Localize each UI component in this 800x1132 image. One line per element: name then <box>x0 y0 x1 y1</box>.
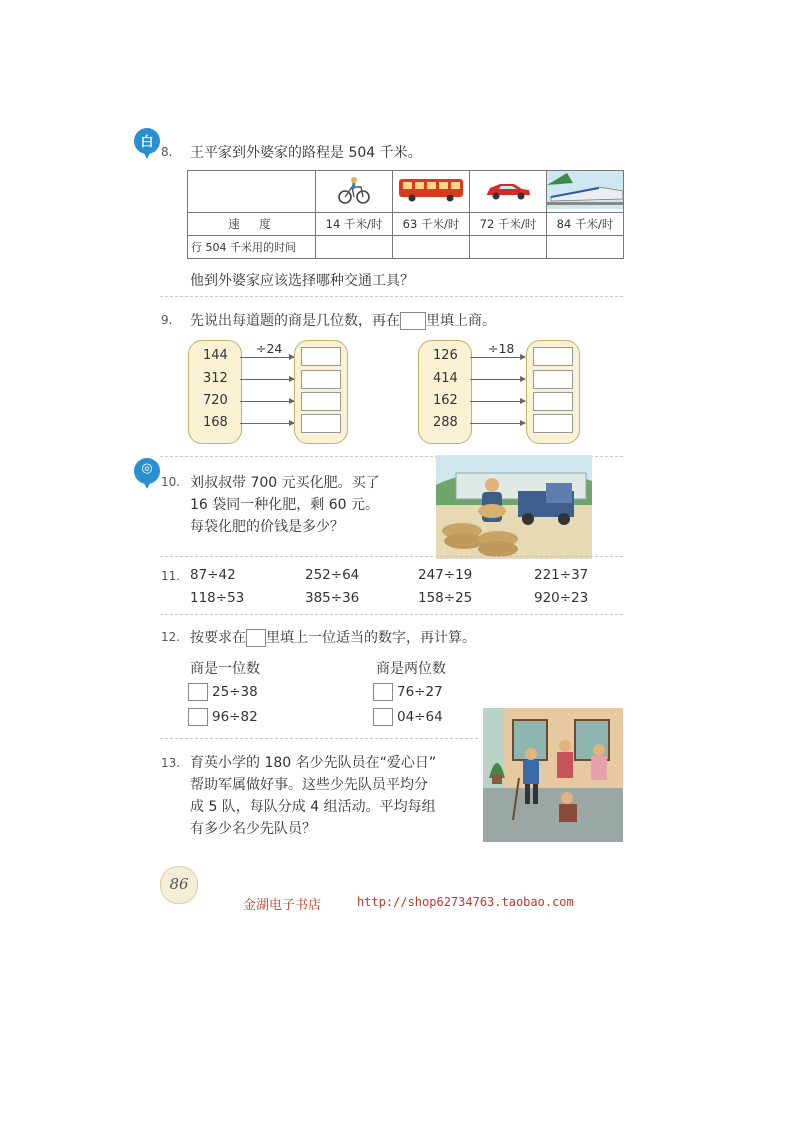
division-expression: 118÷53 <box>190 590 245 606</box>
shop-name: 金湖电子书店 <box>243 898 322 913</box>
quotient-box[interactable] <box>533 414 573 433</box>
quotient-box[interactable] <box>533 392 573 411</box>
division-expression: 247÷19 <box>418 567 473 583</box>
division-expression: 96÷82 <box>212 709 258 725</box>
speed-label: 速 度 <box>188 213 316 236</box>
section-title: 商是两位数 <box>376 661 446 677</box>
volunteers-illustration <box>483 708 623 842</box>
speed-value: 63 千米/时 <box>393 213 470 236</box>
division-expression: 252÷64 <box>305 567 360 583</box>
speed-value: 14 千米/时 <box>316 213 393 236</box>
arrow-icon <box>470 423 525 424</box>
time-label: 行 504 千米用的时间 <box>188 236 316 259</box>
car-icon <box>470 171 547 213</box>
table-corner-cell <box>188 171 316 213</box>
question-number: 13. <box>161 756 181 770</box>
bicycle-icon <box>316 171 393 213</box>
dividend: 312 <box>203 371 228 386</box>
digit-box[interactable] <box>373 683 393 701</box>
train-icon <box>547 171 624 213</box>
location-pin-icon: ◎ <box>134 458 160 484</box>
question-number: 10. <box>161 475 181 489</box>
arrow-icon <box>470 357 525 358</box>
bus-icon <box>393 171 470 213</box>
division-expression: 04÷64 <box>397 709 443 725</box>
answer-cell[interactable] <box>316 236 393 259</box>
dividend: 720 <box>203 393 228 408</box>
speed-table <box>187 170 624 259</box>
question-line: 育英小学的 180 名少先队员在“爱心日” <box>190 755 437 771</box>
answer-cell[interactable] <box>393 236 470 259</box>
division-expression: 920÷23 <box>534 590 589 606</box>
dividend: 414 <box>433 371 458 386</box>
fertilizer-illustration <box>436 455 592 559</box>
dividend: 144 <box>203 348 228 363</box>
shop-url-link[interactable]: http://shop62734763.taobao.com <box>357 895 574 909</box>
section-title: 商是一位数 <box>190 661 260 677</box>
question-number: 11. <box>161 569 181 583</box>
dividend: 168 <box>203 415 228 430</box>
answer-box-sample <box>400 312 426 330</box>
division-expression: 158÷25 <box>418 590 473 606</box>
question-line: 每袋化肥的价钱是多少？ <box>190 519 344 535</box>
question-line: 成 5 队，每队分成 4 组活动。平均每组 <box>190 799 436 815</box>
question-line: 16 袋同一种化肥，剩 60 元。 <box>190 497 379 513</box>
question-number: 12. <box>161 630 181 644</box>
speed-value: 84 千米/时 <box>547 213 624 236</box>
answer-box-sample <box>246 629 266 647</box>
divider <box>160 614 623 615</box>
question-line: 帮助军属做好事。这些少先队员平均分 <box>190 777 428 793</box>
arrow-icon <box>470 379 525 380</box>
digit-box[interactable] <box>188 708 208 726</box>
arrow-icon <box>240 379 294 380</box>
answer-cell[interactable] <box>547 236 624 259</box>
answer-cell[interactable] <box>470 236 547 259</box>
dividend: 126 <box>433 348 458 363</box>
question-text: 王平家到外婆家的路程是 504 千米。 <box>190 145 422 161</box>
location-pin-icon: 白 <box>134 128 160 154</box>
page-number: 86 <box>169 875 189 893</box>
division-expression: 87÷42 <box>190 567 236 583</box>
quotient-box[interactable] <box>301 370 341 389</box>
question-text: 先说出每道题的商是几位数，再在 里填上商。 <box>190 313 496 329</box>
arrow-icon <box>240 357 294 358</box>
divider <box>160 296 623 297</box>
quotient-box[interactable] <box>301 414 341 433</box>
quotient-box[interactable] <box>301 347 341 366</box>
question-line: 刘叔叔带 700 元买化肥。买了 <box>190 475 380 491</box>
divider <box>160 738 478 739</box>
division-expression: 221÷37 <box>534 567 589 583</box>
speed-value: 72 千米/时 <box>470 213 547 236</box>
question-text: 他到外婆家应该选择哪种交通工具？ <box>190 273 414 289</box>
digit-box[interactable] <box>373 708 393 726</box>
quotient-box[interactable] <box>301 392 341 411</box>
question-line: 有多少名少先队员？ <box>190 821 316 837</box>
arrow-icon <box>240 423 294 424</box>
question-text: 按要求在 里填上一位适当的数字，再计算。 <box>190 630 476 646</box>
dividend: 288 <box>433 415 458 430</box>
division-expression: 385÷36 <box>305 590 360 606</box>
question-number: 9. <box>161 313 173 327</box>
divider <box>160 556 623 557</box>
question-number: 8. <box>161 145 173 159</box>
division-expression: 25÷38 <box>212 684 258 700</box>
page-number-badge <box>160 866 198 904</box>
divisor-label: ÷18 <box>488 341 515 356</box>
division-expression: 76÷27 <box>397 684 443 700</box>
quotient-box[interactable] <box>533 370 573 389</box>
quotient-box[interactable] <box>533 347 573 366</box>
arrow-icon <box>240 401 294 402</box>
digit-box[interactable] <box>188 683 208 701</box>
dividend: 162 <box>433 393 458 408</box>
divisor-label: ÷24 <box>256 341 283 356</box>
arrow-icon <box>470 401 525 402</box>
